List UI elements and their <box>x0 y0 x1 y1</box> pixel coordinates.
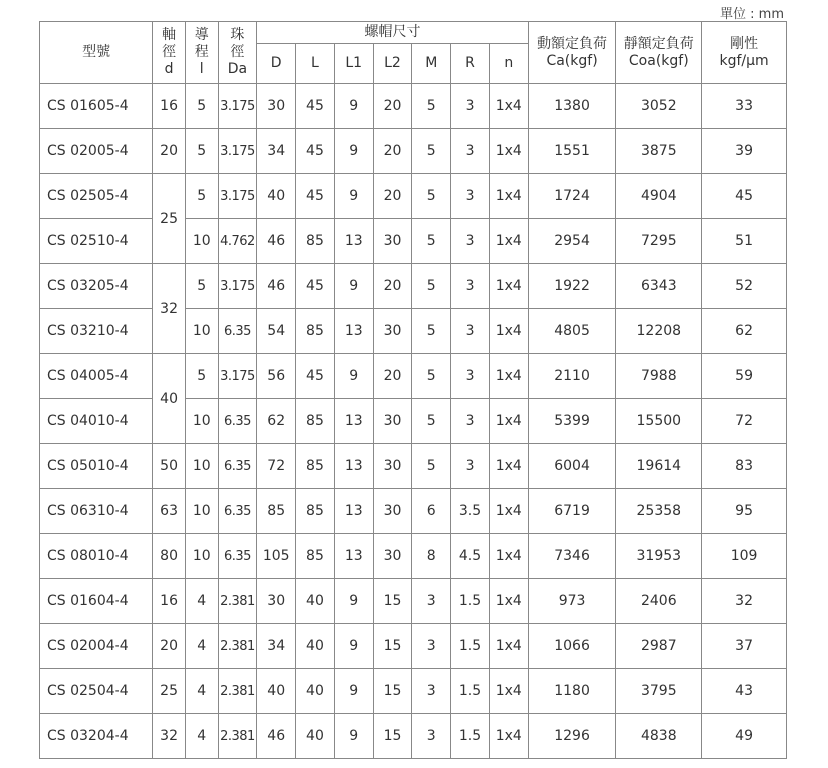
nut-M-cell: 5 <box>412 174 451 219</box>
rigidity-cell: 37 <box>702 624 787 669</box>
shaft-diameter-cell: 80 <box>153 534 186 579</box>
dynamic-load-cell: 2954 <box>528 219 616 264</box>
model-cell: CS 02504-4 <box>40 669 153 714</box>
nut-n-cell: 1x4 <box>489 534 528 579</box>
model-cell: CS 03210-4 <box>40 309 153 354</box>
nut-L2-cell: 15 <box>373 579 412 624</box>
dynamic-load-cell: 1551 <box>528 129 616 174</box>
header-nut-D: D <box>257 44 296 84</box>
nut-n-cell: 1x4 <box>489 354 528 399</box>
nut-M-cell: 5 <box>412 309 451 354</box>
nut-L1-cell: 13 <box>334 489 373 534</box>
shaft-diameter-cell: 50 <box>153 444 186 489</box>
nut-L-cell: 40 <box>296 669 335 714</box>
nut-L-cell: 85 <box>296 534 335 579</box>
header-static-load: 靜額定負荷 Coa(kgf) <box>616 22 702 84</box>
dynamic-load-cell: 5399 <box>528 399 616 444</box>
nut-L-cell: 85 <box>296 309 335 354</box>
dynamic-load-cell: 4805 <box>528 309 616 354</box>
nut-L1-cell: 13 <box>334 219 373 264</box>
nut-L1-cell: 9 <box>334 264 373 309</box>
table-row <box>40 354 787 399</box>
nut-R-cell: 3 <box>451 129 490 174</box>
static-load-cell: 31953 <box>616 534 702 579</box>
ball-diameter-cell: 2.381 <box>218 624 257 669</box>
table-body <box>40 84 787 759</box>
nut-L2-cell: 20 <box>373 264 412 309</box>
nut-L-cell: 85 <box>296 219 335 264</box>
nut-M-cell: 3 <box>412 714 451 759</box>
nut-M-cell: 5 <box>412 84 451 129</box>
shaft-diameter-cell: 25 <box>153 669 186 714</box>
rigidity-cell: 62 <box>702 309 787 354</box>
table-row <box>40 624 787 669</box>
nut-L2-cell: 20 <box>373 84 412 129</box>
nut-n-cell: 1x4 <box>489 84 528 129</box>
ball-diameter-cell: 3.175 <box>218 174 257 219</box>
ball-diameter-cell: 3.175 <box>218 264 257 309</box>
dynamic-load-cell: 7346 <box>528 534 616 579</box>
nut-L2-cell: 30 <box>373 444 412 489</box>
ball-diameter-cell: 6.35 <box>218 444 257 489</box>
nut-L1-cell: 9 <box>334 354 373 399</box>
header-rigidity: 剛性 kgf/μm <box>702 22 787 84</box>
rigidity-cell: 32 <box>702 579 787 624</box>
lead-cell: 4 <box>185 714 218 759</box>
nut-D-cell: 85 <box>257 489 296 534</box>
rigidity-cell: 95 <box>702 489 787 534</box>
static-load-cell: 25358 <box>616 489 702 534</box>
dynamic-load-cell: 6004 <box>528 444 616 489</box>
nut-L1-cell: 13 <box>334 399 373 444</box>
nut-L2-cell: 30 <box>373 534 412 579</box>
model-cell: CS 02505-4 <box>40 174 153 219</box>
nut-M-cell: 3 <box>412 669 451 714</box>
nut-n-cell: 1x4 <box>489 309 528 354</box>
nut-L1-cell: 9 <box>334 714 373 759</box>
nut-L-cell: 40 <box>296 579 335 624</box>
nut-M-cell: 5 <box>412 354 451 399</box>
nut-L2-cell: 15 <box>373 624 412 669</box>
header-nut-n: n <box>489 44 528 84</box>
dynamic-load-cell: 973 <box>528 579 616 624</box>
table-row <box>40 534 787 579</box>
nut-L1-cell: 9 <box>334 624 373 669</box>
nut-L2-cell: 15 <box>373 714 412 759</box>
shaft-diameter-cell: 63 <box>153 489 186 534</box>
ball-diameter-cell: 4.762 <box>218 219 257 264</box>
nut-D-cell: 30 <box>257 84 296 129</box>
nut-M-cell: 3 <box>412 624 451 669</box>
nut-L-cell: 40 <box>296 624 335 669</box>
nut-n-cell: 1x4 <box>489 129 528 174</box>
ball-diameter-cell: 2.381 <box>218 714 257 759</box>
nut-D-cell: 54 <box>257 309 296 354</box>
rigidity-cell: 49 <box>702 714 787 759</box>
nut-L1-cell: 9 <box>334 669 373 714</box>
lead-cell: 4 <box>185 579 218 624</box>
nut-D-cell: 62 <box>257 399 296 444</box>
nut-M-cell: 8 <box>412 534 451 579</box>
nut-L1-cell: 13 <box>334 444 373 489</box>
static-load-cell: 4904 <box>616 174 702 219</box>
nut-n-cell: 1x4 <box>489 489 528 534</box>
nut-R-cell: 1.5 <box>451 624 490 669</box>
static-load-cell: 7295 <box>616 219 702 264</box>
lead-cell: 10 <box>185 219 218 264</box>
header-nut-dimensions: 螺帽尺寸 <box>257 22 528 44</box>
table-row <box>40 309 787 354</box>
nut-D-cell: 46 <box>257 219 296 264</box>
header-model: 型號 <box>40 22 153 84</box>
nut-R-cell: 1.5 <box>451 714 490 759</box>
nut-L-cell: 85 <box>296 489 335 534</box>
model-cell: CS 08010-4 <box>40 534 153 579</box>
nut-L1-cell: 9 <box>334 174 373 219</box>
header-lead: 導 程 l <box>185 22 218 84</box>
nut-R-cell: 3.5 <box>451 489 490 534</box>
ball-diameter-cell: 3.175 <box>218 84 257 129</box>
nut-L-cell: 45 <box>296 264 335 309</box>
nut-R-cell: 3 <box>451 219 490 264</box>
nut-L-cell: 45 <box>296 129 335 174</box>
nut-M-cell: 3 <box>412 579 451 624</box>
lead-cell: 10 <box>185 489 218 534</box>
nut-D-cell: 56 <box>257 354 296 399</box>
nut-L-cell: 85 <box>296 399 335 444</box>
nut-R-cell: 3 <box>451 399 490 444</box>
rigidity-cell: 72 <box>702 399 787 444</box>
static-load-cell: 12208 <box>616 309 702 354</box>
header-dynamic-load: 動額定負荷 Ca(kgf) <box>528 22 616 84</box>
nut-R-cell: 3 <box>451 84 490 129</box>
table-row <box>40 714 787 759</box>
nut-n-cell: 1x4 <box>489 264 528 309</box>
ball-diameter-cell: 6.35 <box>218 489 257 534</box>
nut-M-cell: 6 <box>412 489 451 534</box>
dynamic-load-cell: 1296 <box>528 714 616 759</box>
dynamic-load-cell: 1380 <box>528 84 616 129</box>
nut-L-cell: 40 <box>296 714 335 759</box>
lead-cell: 10 <box>185 534 218 579</box>
lead-cell: 4 <box>185 669 218 714</box>
model-cell: CS 02004-4 <box>40 624 153 669</box>
ball-diameter-cell: 6.35 <box>218 309 257 354</box>
table-row <box>40 669 787 714</box>
static-load-cell: 6343 <box>616 264 702 309</box>
shaft-diameter-cell: 16 <box>153 579 186 624</box>
static-load-cell: 19614 <box>616 444 702 489</box>
nut-L1-cell: 9 <box>334 84 373 129</box>
nut-D-cell: 34 <box>257 129 296 174</box>
nut-n-cell: 1x4 <box>489 669 528 714</box>
dynamic-load-cell: 6719 <box>528 489 616 534</box>
header-nut-R: R <box>451 44 490 84</box>
nut-L-cell: 45 <box>296 354 335 399</box>
nut-L1-cell: 9 <box>334 579 373 624</box>
nut-R-cell: 1.5 <box>451 579 490 624</box>
static-load-cell: 7988 <box>616 354 702 399</box>
dynamic-load-cell: 1724 <box>528 174 616 219</box>
nut-R-cell: 3 <box>451 174 490 219</box>
header-nut-L: L <box>296 44 335 84</box>
nut-L1-cell: 9 <box>334 129 373 174</box>
nut-n-cell: 1x4 <box>489 444 528 489</box>
header-ball-diameter: 珠 徑 Da <box>218 22 257 84</box>
nut-n-cell: 1x4 <box>489 579 528 624</box>
nut-L-cell: 85 <box>296 444 335 489</box>
lead-cell: 10 <box>185 399 218 444</box>
rigidity-cell: 52 <box>702 264 787 309</box>
model-cell: CS 01604-4 <box>40 579 153 624</box>
ball-diameter-cell: 3.175 <box>218 129 257 174</box>
nut-n-cell: 1x4 <box>489 219 528 264</box>
nut-D-cell: 46 <box>257 264 296 309</box>
static-load-cell: 2987 <box>616 624 702 669</box>
nut-L-cell: 45 <box>296 174 335 219</box>
header-shaft-diameter: 軸 徑 d <box>153 22 186 84</box>
lead-cell: 4 <box>185 624 218 669</box>
static-load-cell: 3795 <box>616 669 702 714</box>
table-row <box>40 174 787 219</box>
shaft-diameter-cell: 32 <box>153 264 186 354</box>
lead-cell: 5 <box>185 174 218 219</box>
nut-M-cell: 5 <box>412 264 451 309</box>
nut-L2-cell: 30 <box>373 309 412 354</box>
dynamic-load-cell: 2110 <box>528 354 616 399</box>
header-nut-L2: L2 <box>373 44 412 84</box>
nut-R-cell: 4.5 <box>451 534 490 579</box>
nut-M-cell: 5 <box>412 399 451 444</box>
lead-cell: 10 <box>185 309 218 354</box>
ball-diameter-cell: 3.175 <box>218 354 257 399</box>
nut-M-cell: 5 <box>412 219 451 264</box>
lead-cell: 5 <box>185 129 218 174</box>
nut-L1-cell: 13 <box>334 534 373 579</box>
table-row <box>40 219 787 264</box>
ball-diameter-cell: 2.381 <box>218 669 257 714</box>
rigidity-cell: 33 <box>702 84 787 129</box>
nut-L2-cell: 30 <box>373 219 412 264</box>
dynamic-load-cell: 1922 <box>528 264 616 309</box>
table-row <box>40 129 787 174</box>
rigidity-cell: 39 <box>702 129 787 174</box>
nut-R-cell: 3 <box>451 444 490 489</box>
table-row <box>40 489 787 534</box>
nut-D-cell: 34 <box>257 624 296 669</box>
shaft-diameter-cell: 32 <box>153 714 186 759</box>
table-row <box>40 264 787 309</box>
unit-label: 單位 : mm <box>720 7 784 22</box>
nut-L2-cell: 30 <box>373 489 412 534</box>
ball-diameter-cell: 6.35 <box>218 399 257 444</box>
table-row <box>40 84 787 129</box>
nut-D-cell: 40 <box>257 174 296 219</box>
shaft-diameter-cell: 20 <box>153 129 186 174</box>
model-cell: CS 02005-4 <box>40 129 153 174</box>
rigidity-cell: 59 <box>702 354 787 399</box>
nut-L-cell: 45 <box>296 84 335 129</box>
nut-L2-cell: 20 <box>373 174 412 219</box>
nut-n-cell: 1x4 <box>489 714 528 759</box>
model-cell: CS 06310-4 <box>40 489 153 534</box>
static-load-cell: 3875 <box>616 129 702 174</box>
model-cell: CS 03205-4 <box>40 264 153 309</box>
rigidity-cell: 83 <box>702 444 787 489</box>
header-nut-M: M <box>412 44 451 84</box>
nut-R-cell: 3 <box>451 264 490 309</box>
shaft-diameter-cell: 25 <box>153 174 186 264</box>
static-load-cell: 3052 <box>616 84 702 129</box>
model-cell: CS 02510-4 <box>40 219 153 264</box>
nut-R-cell: 1.5 <box>451 669 490 714</box>
model-cell: CS 01605-4 <box>40 84 153 129</box>
nut-R-cell: 3 <box>451 309 490 354</box>
header-nut-L1: L1 <box>334 44 373 84</box>
shaft-diameter-cell: 40 <box>153 354 186 444</box>
ball-diameter-cell: 6.35 <box>218 534 257 579</box>
shaft-diameter-cell: 20 <box>153 624 186 669</box>
nut-D-cell: 105 <box>257 534 296 579</box>
rigidity-cell: 45 <box>702 174 787 219</box>
table-row <box>40 579 787 624</box>
nut-n-cell: 1x4 <box>489 624 528 669</box>
ball-screw-spec-table <box>39 21 787 759</box>
nut-D-cell: 72 <box>257 444 296 489</box>
nut-n-cell: 1x4 <box>489 399 528 444</box>
static-load-cell: 2406 <box>616 579 702 624</box>
model-cell: CS 03204-4 <box>40 714 153 759</box>
shaft-diameter-cell: 16 <box>153 84 186 129</box>
lead-cell: 5 <box>185 354 218 399</box>
model-cell: CS 05010-4 <box>40 444 153 489</box>
nut-R-cell: 3 <box>451 354 490 399</box>
nut-n-cell: 1x4 <box>489 174 528 219</box>
nut-L1-cell: 13 <box>334 309 373 354</box>
static-load-cell: 4838 <box>616 714 702 759</box>
nut-L2-cell: 30 <box>373 399 412 444</box>
rigidity-cell: 51 <box>702 219 787 264</box>
rigidity-cell: 43 <box>702 669 787 714</box>
table-row <box>40 399 787 444</box>
nut-M-cell: 5 <box>412 444 451 489</box>
rigidity-cell: 109 <box>702 534 787 579</box>
model-cell: CS 04005-4 <box>40 354 153 399</box>
dynamic-load-cell: 1180 <box>528 669 616 714</box>
ball-diameter-cell: 2.381 <box>218 579 257 624</box>
dynamic-load-cell: 1066 <box>528 624 616 669</box>
lead-cell: 5 <box>185 264 218 309</box>
nut-L2-cell: 20 <box>373 354 412 399</box>
nut-M-cell: 5 <box>412 129 451 174</box>
nut-D-cell: 30 <box>257 579 296 624</box>
nut-L2-cell: 20 <box>373 129 412 174</box>
nut-L2-cell: 15 <box>373 669 412 714</box>
nut-D-cell: 40 <box>257 669 296 714</box>
model-cell: CS 04010-4 <box>40 399 153 444</box>
table-row <box>40 444 787 489</box>
static-load-cell: 15500 <box>616 399 702 444</box>
lead-cell: 10 <box>185 444 218 489</box>
nut-D-cell: 46 <box>257 714 296 759</box>
lead-cell: 5 <box>185 84 218 129</box>
